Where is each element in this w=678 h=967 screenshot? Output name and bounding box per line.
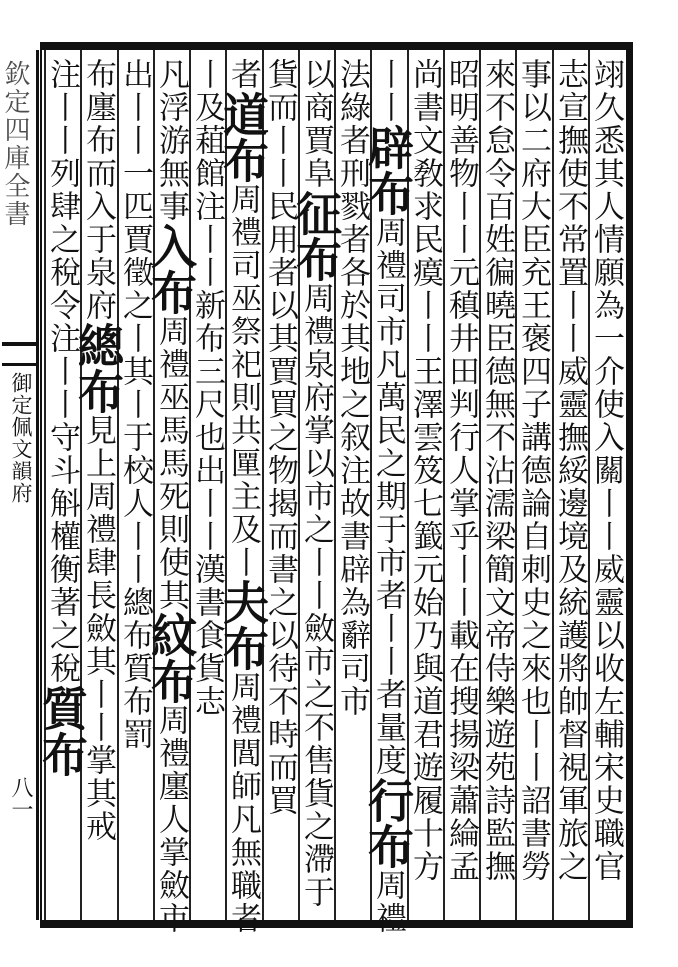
- commentary-text: 周禮: [370, 869, 406, 935]
- commentary-text: 志宣撫使不常置丨丨威靈撫綏邊境及統護將帥督視軍旅之: [552, 58, 588, 883]
- commentary-text: 令注丨丨守斗斛權衡著之稅: [44, 289, 80, 685]
- headword: 紋布: [144, 612, 198, 704]
- margin-page-number: 八一: [8, 776, 33, 820]
- headword: 行布: [361, 777, 415, 869]
- commentary-text: 者: [225, 58, 261, 91]
- text-column: [35, 58, 89, 916]
- commentary-text: 周禮閭師凡無職者: [225, 671, 261, 935]
- headword: 入布: [144, 223, 198, 315]
- commentary-text: 丨丨總布質布罰: [117, 520, 153, 751]
- commentary-text: 見上周禮肆長斂其丨丨掌其戒: [80, 414, 116, 843]
- commentary-text: 周禮巫馬馬死則使其: [153, 315, 189, 612]
- commentary-text: 出丨丨一匹: [117, 58, 153, 223]
- commentary-text: 尚書文敎求民瘼丨丨王澤雲笈七籖元始乃與道君遊履十方: [407, 58, 443, 883]
- headword: 征布: [289, 190, 343, 282]
- margin-book-title: 御定佩文韻府: [9, 372, 33, 504]
- commentary-text: 注丨丨列肆之稅: [44, 58, 80, 289]
- headword: 道布: [216, 91, 270, 183]
- commentary-text: 出丨丨漢書食貨志: [189, 454, 225, 718]
- headword: 夫布: [216, 579, 270, 671]
- page-margin-strip: [0, 50, 42, 920]
- commentary-text: 昭明善物丨丨元稹井田判行人掌乎丨丨載在搜揚梁蕭綸孟: [443, 58, 479, 883]
- commentary-text: 貨而丨丨: [262, 58, 298, 190]
- commentary-text: 以商賈阜: [298, 58, 334, 190]
- commentary-text: 布廛布而入于泉府: [80, 58, 116, 322]
- commentary-text: 周禮司市凡萬民之期于市者丨丨者量度: [370, 216, 406, 777]
- commentary-text: 司市: [334, 652, 370, 718]
- commentary-text: 民用者以其賈買之物揭而書之以待不時而買: [262, 190, 298, 817]
- commentary-text: 者刑戮者各於其地之叙注故書辟為辭: [334, 124, 370, 652]
- commentary-text: 周禮泉府掌以市之丨丨斂市之不售貨之滯于: [298, 282, 334, 909]
- commentary-text: 丨丨: [370, 58, 406, 124]
- headword: 總布: [71, 322, 125, 414]
- commentary-text: 事以二府大臣充王褒四子講德論自刺史之來也丨丨詔書勞: [515, 58, 551, 883]
- frame-bottom-border: [40, 920, 632, 928]
- headword: 質布: [35, 685, 89, 777]
- commentary-text: 周禮廛人掌斂市: [153, 704, 189, 935]
- frame-top-border: [40, 42, 632, 50]
- margin-series-title: 欽定四庫全書: [0, 60, 30, 228]
- headword: 辟布: [361, 124, 415, 216]
- commentary-text: 丨及蒩館注丨丨新布三尺也: [189, 58, 225, 454]
- commentary-text: 凡浮游無事: [153, 58, 189, 223]
- commentary-text: 翊久悉其人情願為一介使入關丨丨威靈以收左輔宋史職官: [588, 58, 624, 883]
- commentary-text: 來不怠令百姓徧曉臣德無不沾濡梁簡文帝侍樂遊苑詩監撫: [479, 58, 515, 883]
- fishtail-mark: [2, 342, 36, 366]
- commentary-text: 周禮司巫祭祀則共匰主及丨: [225, 183, 261, 579]
- commentary-text: 賈徵之丨其丨于校人: [117, 223, 153, 520]
- commentary-text: 法綠: [334, 58, 370, 124]
